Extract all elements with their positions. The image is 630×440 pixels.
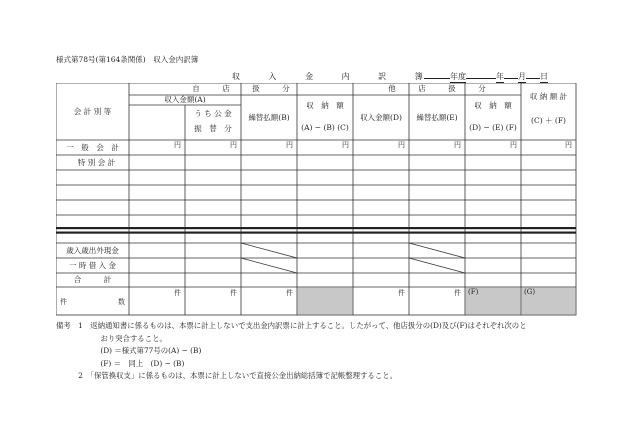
header-furikae: 振 替 分 bbox=[194, 124, 232, 133]
date-line bbox=[424, 71, 548, 83]
ledger-title: 収 入 金 内 訳 簿 bbox=[232, 72, 436, 81]
unit-yen: 円 bbox=[510, 141, 517, 149]
header-shuno-2: 収 納 額 bbox=[474, 101, 512, 110]
header-shunyu-a: 収入金額(A) bbox=[164, 95, 206, 104]
unit-ken: 件 bbox=[230, 289, 237, 297]
unit-yen: 円 bbox=[398, 141, 405, 149]
unit-yen: 円 bbox=[454, 141, 461, 149]
day-label: 月 bbox=[518, 72, 526, 81]
header-total-2: (C) ＋ (F) bbox=[531, 116, 566, 125]
header-taten: 他 店 扱 分 bbox=[388, 84, 486, 93]
row-gokei: 合 計 bbox=[73, 275, 112, 284]
unit-yen: 円 bbox=[342, 141, 349, 149]
note-line: (D) ＝様式第77号の(A) − (B) bbox=[56, 346, 202, 356]
header-formula-1: (A) − (B) (C) bbox=[301, 123, 349, 132]
unit-yen: 円 bbox=[565, 141, 572, 149]
unit-ken: 件 bbox=[174, 289, 181, 297]
unit-ken: 件 bbox=[286, 289, 293, 297]
unit-yen: 円 bbox=[286, 141, 293, 149]
header-kurikae-b: 繰替払額(B) bbox=[248, 112, 290, 122]
header-uchi: う ち 公 金 bbox=[194, 109, 232, 118]
header-jiten: 自 店 扱 分 bbox=[192, 84, 290, 93]
header-shunyu-d: 収入金額(D) bbox=[360, 112, 402, 122]
unit-yen: 円 bbox=[174, 141, 181, 149]
notes bbox=[56, 320, 527, 383]
mark-g: (G) bbox=[524, 288, 536, 296]
unit-yen: 円 bbox=[230, 141, 237, 149]
note-line: 備考 1 返納通知書に係るものは、本票に計上しないで支出金内訳票に計上すること。したがって、他店扱分の(D)及び(F)はそれぞれ次のと bbox=[56, 321, 527, 330]
unit-ken: 件 bbox=[454, 289, 461, 297]
row-ichiji: 一 時 借 入 金 bbox=[68, 260, 117, 270]
header-account: 会 計 別 等 bbox=[73, 106, 112, 116]
header-formula-2: (D) − (E) (F) bbox=[469, 123, 517, 132]
form-title: 様式第78号(第164条関係) 収入金内訳簿 bbox=[56, 55, 199, 64]
row-tokubetsu: 特 別 会 計 bbox=[77, 157, 116, 167]
mark-f: (F) bbox=[468, 288, 479, 296]
dayend-label: 日 bbox=[540, 72, 548, 81]
month-label: 年 bbox=[496, 72, 504, 81]
note-line: おり突合すること。 bbox=[56, 333, 167, 343]
header-total-1: 収 納 額 計 bbox=[529, 92, 568, 101]
row-kensu-left: 件 bbox=[60, 298, 67, 306]
year-label: 年度 bbox=[450, 72, 466, 81]
header-shuno-1: 収 納 額 bbox=[306, 101, 344, 110]
row-saiiri: 歳入歳出外現金 bbox=[66, 245, 119, 255]
unit-ken: 件 bbox=[398, 289, 405, 297]
note-line: (F) ＝ 同上 (D) − (B) bbox=[56, 358, 185, 368]
note-line: 2 「保管換収支」に係るものは、本票に計上しないで直接公金出納総括簿で記帳整理すること。 bbox=[56, 371, 397, 381]
header-kurikae-e: 繰替払額(E) bbox=[416, 112, 458, 122]
row-kensu-right: 数 bbox=[118, 298, 125, 306]
row-ippan: 一 般 会 計 bbox=[66, 142, 119, 152]
